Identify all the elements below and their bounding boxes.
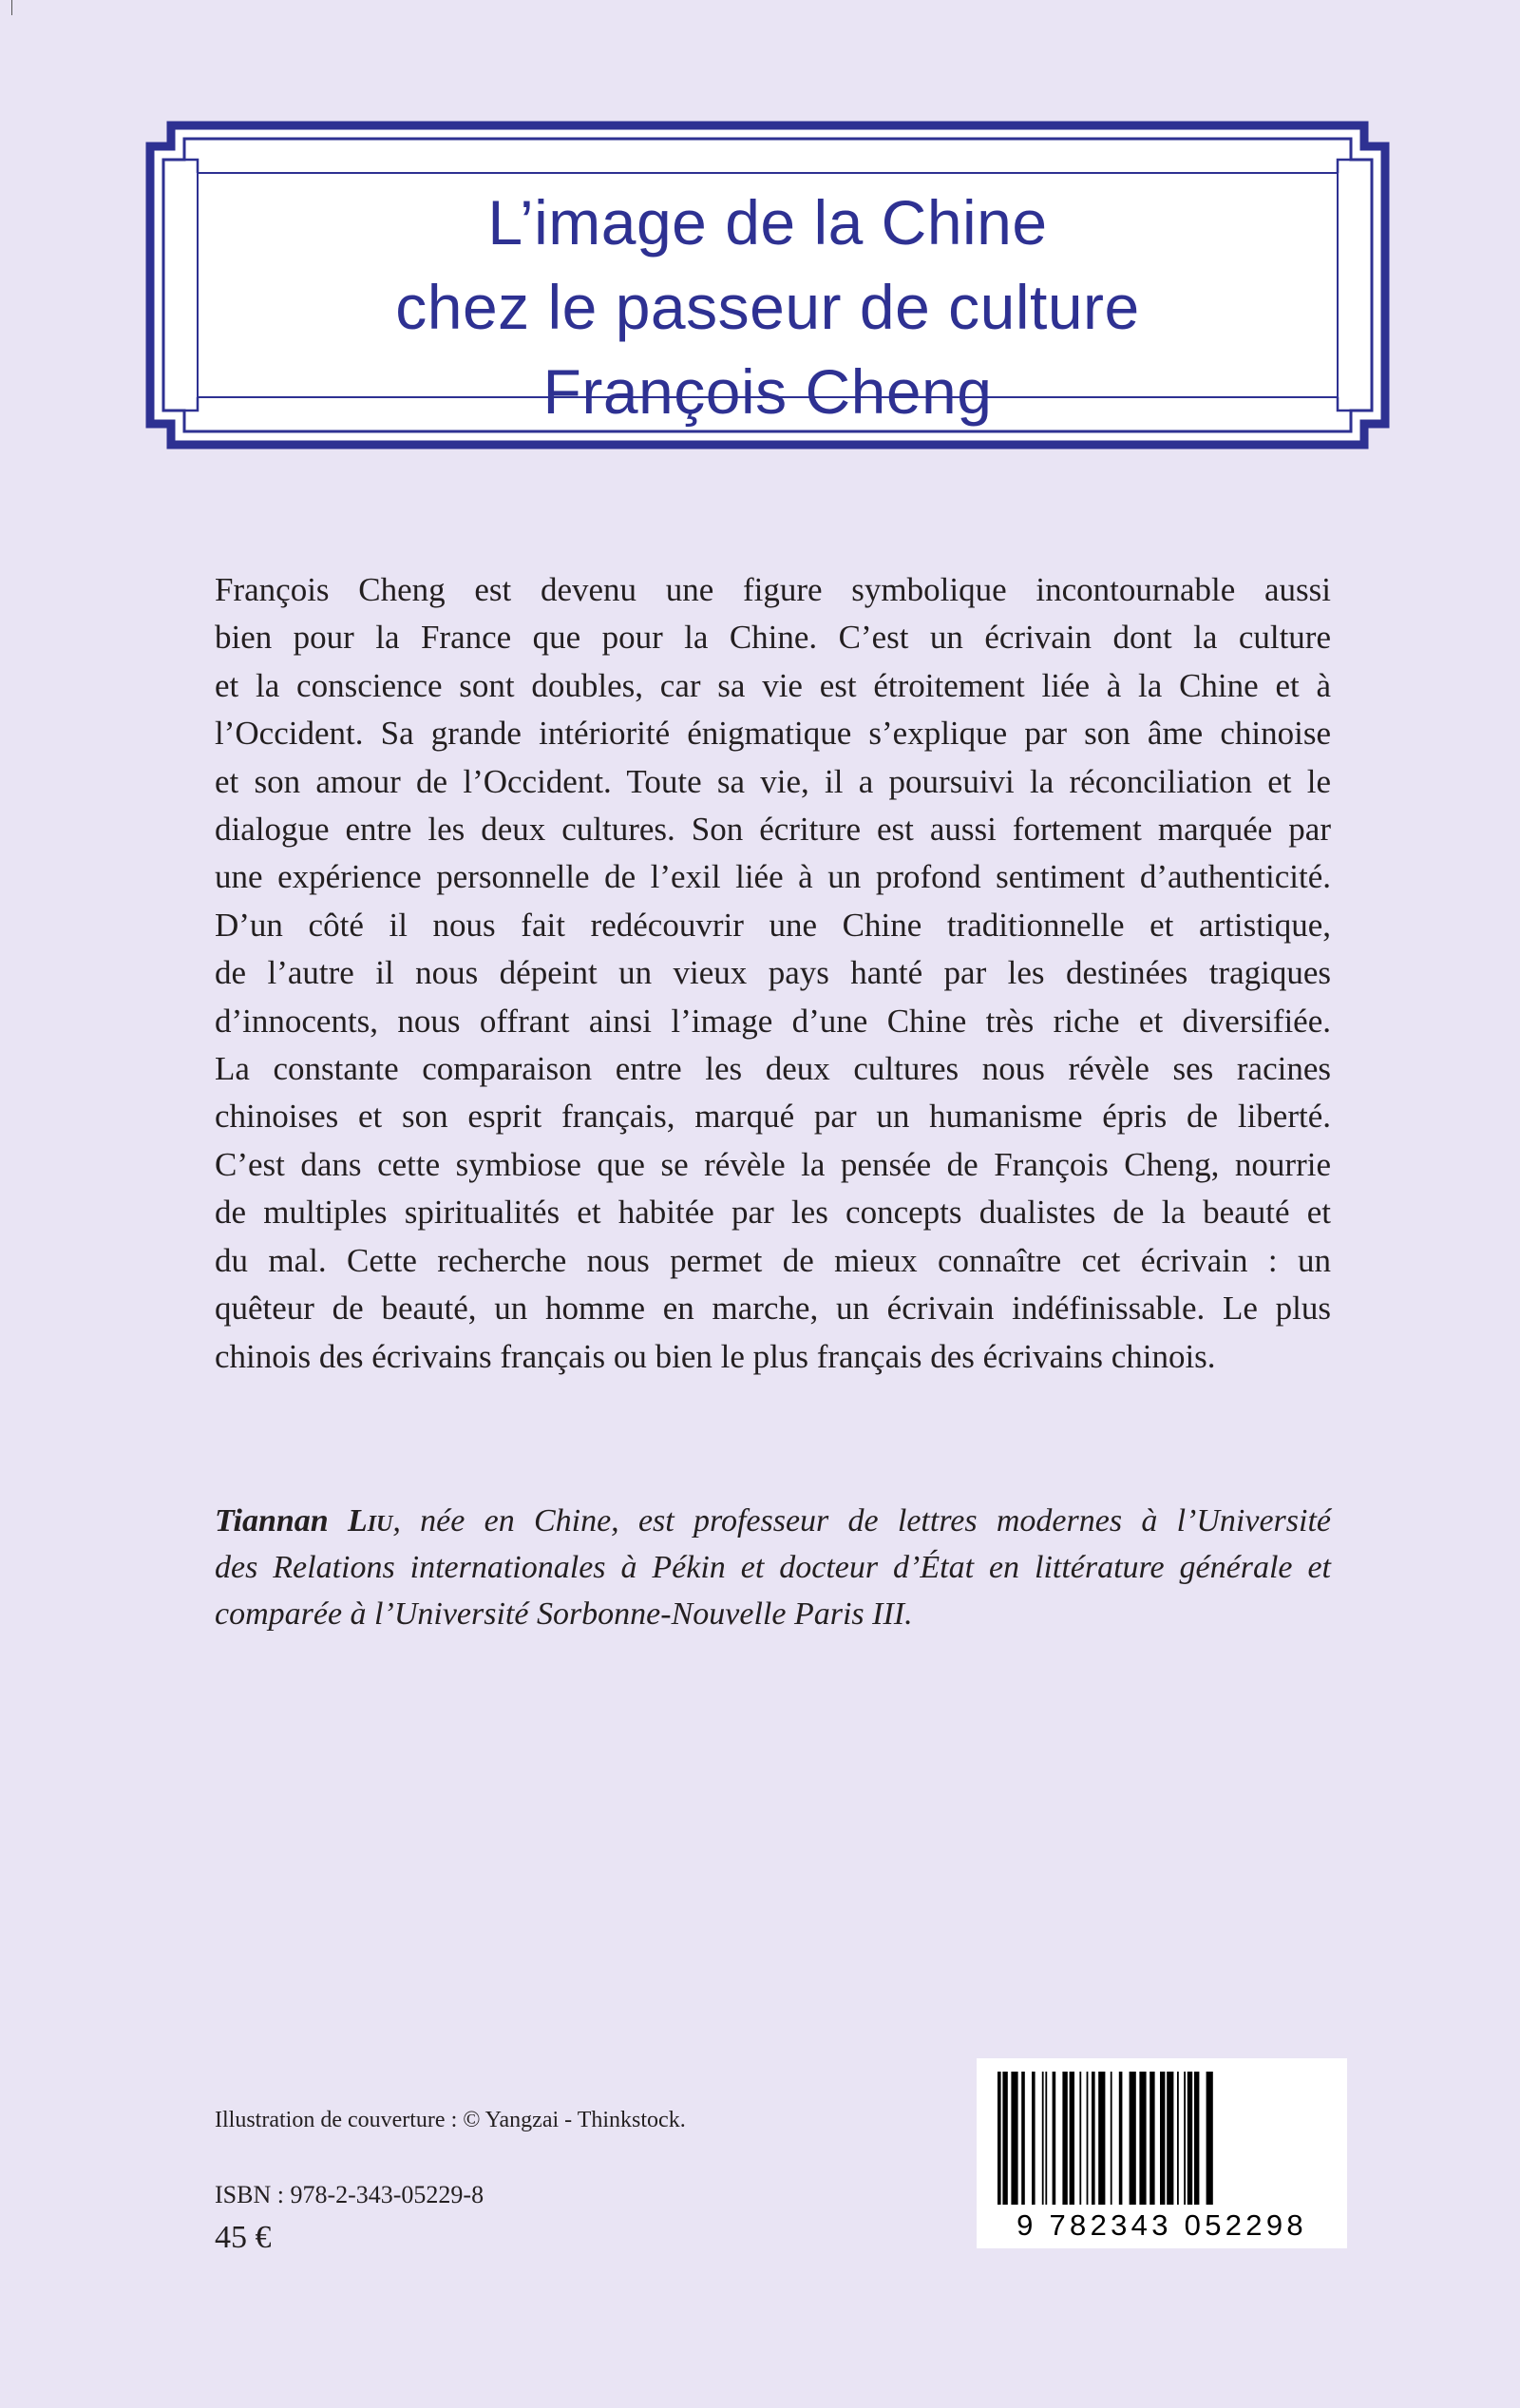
barcode-bar bbox=[1167, 2072, 1173, 2205]
description-line: et la conscience sont doubles, car sa vie est étroitement liée à la Chine et à bbox=[215, 666, 1331, 704]
description-line: D’un côté il nous fait redécouvrir une Chine traditionnelle et artistique, bbox=[215, 906, 1331, 944]
description-line: chinoises et son esprit français, marqué par un humanisme épris de liberté. bbox=[215, 1098, 1331, 1136]
barcode-bar bbox=[1160, 2072, 1165, 2205]
book-title bbox=[142, 181, 1393, 434]
title-line-2: chez le passeur de culture bbox=[395, 272, 1140, 342]
barcode-bar bbox=[1002, 2072, 1007, 2205]
bio-line-2: des Relations internationales à Pékin et docteur d’État en littérature générale et bbox=[215, 1550, 1331, 1585]
barcode-bar bbox=[1194, 2072, 1199, 2205]
description-line: chinois des écrivains français ou bien le plus français des écrivains chinois. bbox=[215, 1337, 1216, 1375]
barcode-bar bbox=[1045, 2072, 1047, 2205]
barcode-bar bbox=[1177, 2072, 1179, 2205]
bio-line-1-text: , née en Chine, est professeur de lettres modernes à l’Université bbox=[392, 1503, 1331, 1538]
author-last-name: Liu bbox=[347, 1503, 393, 1538]
price: 45 € bbox=[215, 2220, 272, 2255]
barcode-bar bbox=[1062, 2072, 1067, 2205]
description-line: du mal. Cette recherche nous permet de mieux connaître cet écrivain : un bbox=[215, 1241, 1331, 1279]
description-line: François Cheng est devenu une figure symbolique incontournable aussi bbox=[215, 571, 1331, 608]
description-line: l’Occident. Sa grande intériorité énigmatique s’explique par son âme chinoise bbox=[215, 715, 1331, 753]
description-line: dialogue entre les deux cultures. Son écriture est aussi fortement marquée par bbox=[215, 811, 1331, 849]
description-line: de multiples spiritualités et habitée par les concepts dualistes de la beauté et bbox=[215, 1194, 1331, 1232]
description-line: et son amour de l’Occident. Toute sa vie, il a poursuivi la réconciliation et le bbox=[215, 762, 1331, 800]
title-line-1: L’image de la Chine bbox=[487, 187, 1048, 258]
crop-mark bbox=[11, 0, 12, 15]
book-description bbox=[215, 566, 1331, 1381]
title-line-3: François Cheng bbox=[542, 356, 993, 427]
isbn: ISBN : 978-2-343-05229-8 bbox=[215, 2181, 484, 2208]
author-bio bbox=[215, 1498, 1331, 1637]
description-line: une expérience personnelle de l’exil liée à un profond sentiment d’authenticité. bbox=[215, 858, 1331, 896]
barcode-bar bbox=[1188, 2072, 1192, 2205]
barcode-bar bbox=[1087, 2072, 1089, 2205]
barcode-bar bbox=[1042, 2072, 1044, 2205]
barcode-bar bbox=[998, 2072, 1001, 2205]
barcode-bar bbox=[1079, 2072, 1081, 2205]
title-frame bbox=[142, 118, 1393, 452]
barcode-bar bbox=[1111, 2072, 1112, 2205]
cover-credit: Illustration de couverture : © Yangzai - Thinkstock. bbox=[215, 2108, 686, 2132]
barcode-digits: 9 782343 052298 bbox=[1016, 2208, 1307, 2242]
bio-line-1 bbox=[215, 1498, 1331, 1544]
description-line: C’est dans cette symbiose que se révèle la pensée de François Cheng, nourrie bbox=[215, 1145, 1331, 1183]
description-line: d’innocents, nous offrant ainsi l’image d’une Chine très riche et diversifiée. bbox=[215, 1002, 1331, 1040]
barcode-bar bbox=[1032, 2072, 1036, 2205]
description-line: quêteur de beauté, un homme en marche, un écrivain indéfinissable. Le plus bbox=[215, 1290, 1331, 1328]
barcode-bar bbox=[1070, 2072, 1074, 2205]
barcode-bar bbox=[1206, 2072, 1213, 2205]
bio-line-3: comparée à l’Université Sorbonne-Nouvelle Paris III. bbox=[215, 1596, 913, 1632]
description-line: La constante comparaison entre les deux cultures nous révèle ses racines bbox=[215, 1050, 1331, 1088]
barcode-bar bbox=[1150, 2072, 1154, 2205]
barcode-bar bbox=[1139, 2072, 1146, 2205]
barcode-bar bbox=[1053, 2072, 1056, 2205]
barcode-bar bbox=[1021, 2072, 1025, 2205]
barcode-bar bbox=[1098, 2072, 1105, 2205]
barcode-bar bbox=[1130, 2072, 1136, 2205]
description-line: de l’autre il nous dépeint un vieux pays hanté par les destinées tragiques bbox=[215, 954, 1331, 992]
author-first-name: Tiannan bbox=[215, 1503, 329, 1538]
barcode-bar bbox=[1092, 2072, 1095, 2205]
description-line: bien pour la France que pour la Chine. C’est un écrivain dont la culture bbox=[215, 619, 1331, 657]
barcode-bar bbox=[1119, 2072, 1123, 2205]
barcode-bar bbox=[1184, 2072, 1186, 2205]
barcode-bar bbox=[1011, 2072, 1017, 2205]
barcode bbox=[977, 2058, 1347, 2248]
